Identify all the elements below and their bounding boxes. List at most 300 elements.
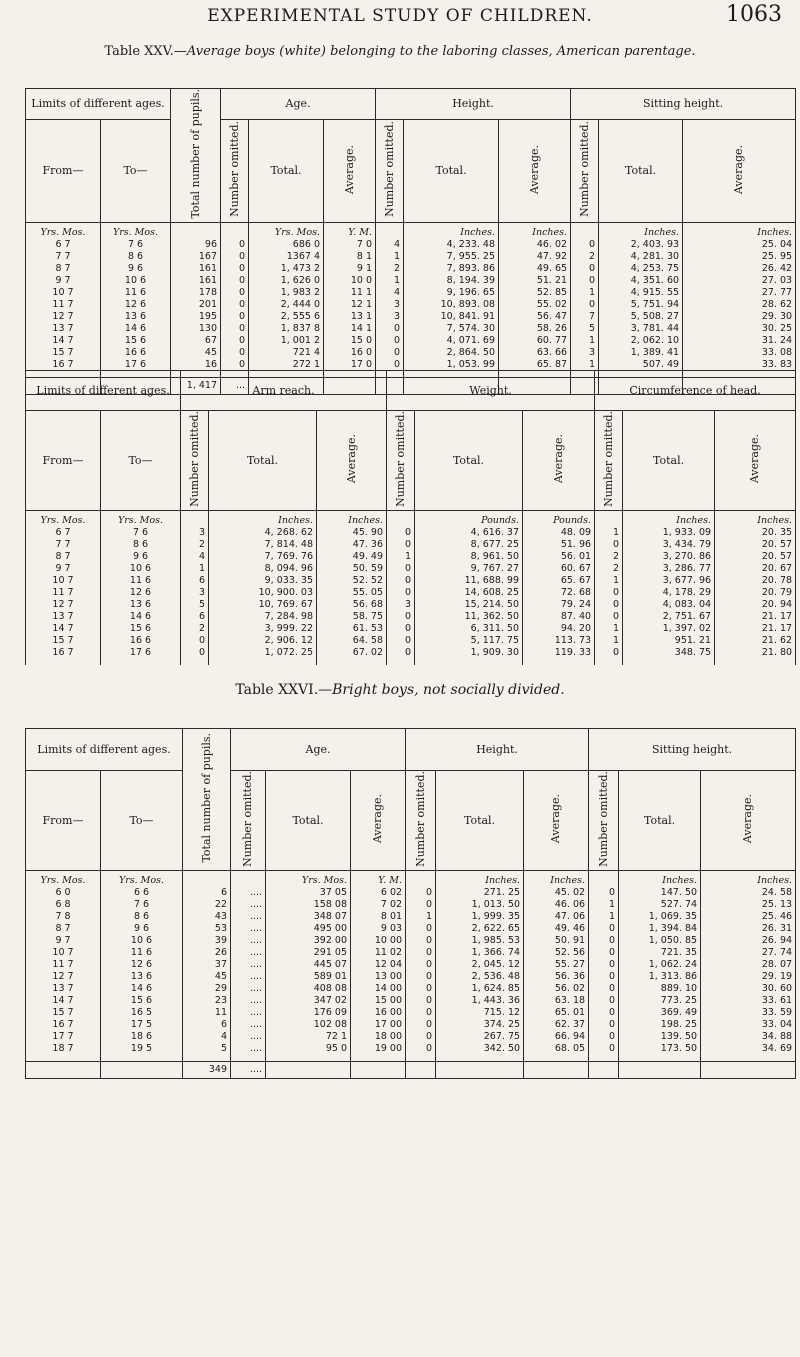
table-cell: 3, 781. 44: [599, 323, 683, 335]
table-cell: 28. 07: [701, 959, 796, 971]
table-cell: 30. 25: [683, 323, 796, 335]
table-cell: 12 1: [324, 299, 376, 311]
table-cell: 25. 46: [701, 911, 796, 923]
table-row: [26, 971, 796, 983]
limits-header: Limits of different ages.: [26, 729, 183, 771]
table-cell: 0: [221, 335, 249, 347]
table-cell: 5, 117. 75: [415, 635, 523, 647]
table-cell: 7 8: [26, 911, 101, 923]
sitting-total-header: Total.: [619, 771, 701, 871]
table-cell: 3, 270. 86: [623, 551, 715, 563]
table-cell: 2, 403. 93: [599, 239, 683, 251]
table-cell: 1, 909. 30: [415, 647, 523, 665]
table-cell: 889. 10: [619, 983, 701, 995]
table-cell: 14 7: [26, 995, 101, 1007]
table-cell: 0: [387, 563, 415, 575]
table-cell: 64. 58: [317, 635, 387, 647]
table-cell: 3: [181, 527, 209, 539]
table-cell: 16 7: [26, 359, 101, 378]
table-cell: 47. 06: [524, 911, 589, 923]
table-cell: [221, 222, 249, 239]
table-row: [26, 887, 796, 899]
arm-omitted-header: Number omitted.: [181, 411, 209, 511]
table-cell: 4, 351. 60: [599, 275, 683, 287]
table-cell: ....: [231, 1061, 266, 1078]
table-25-caption-text: —Average boys (white) belonging to the laboring classes, American parentage.: [173, 44, 696, 59]
table-cell: 15 0: [324, 335, 376, 347]
table-cell: 10 7: [26, 575, 101, 587]
table-cell: 10 0: [324, 275, 376, 287]
table-cell: 55. 05: [317, 587, 387, 599]
table-cell: 0: [595, 587, 623, 599]
table-cell: 11 6: [101, 575, 181, 587]
table-cell: 195: [171, 311, 221, 323]
table-cell: 0: [221, 299, 249, 311]
total-pupils-header: Total number of pupils.: [183, 729, 231, 871]
table-cell: 0: [376, 335, 404, 347]
table-row: [26, 995, 796, 1007]
table-cell: 2, 906. 12: [209, 635, 317, 647]
table-cell: 272 1: [249, 359, 324, 378]
table-cell: Inches.: [499, 222, 571, 239]
table-cell: ....: [231, 923, 266, 935]
table-cell: Yrs. Mos.: [26, 222, 101, 239]
table-cell: [406, 870, 436, 887]
table-cell: 10 6: [101, 935, 183, 947]
table-cell: [101, 1061, 183, 1078]
table-cell: 37: [183, 959, 231, 971]
table-cell: 1, 069. 35: [619, 911, 701, 923]
table-cell: 0: [589, 971, 619, 983]
table-cell: 0: [387, 587, 415, 599]
table-cell: 0: [589, 923, 619, 935]
table-cell: 17 7: [26, 1031, 101, 1043]
table-cell: 14 6: [101, 983, 183, 995]
table-cell: 951. 21: [623, 635, 715, 647]
table-cell: 102 08: [266, 1019, 351, 1031]
table-cell: 34. 88: [701, 1031, 796, 1043]
table-cell: 0: [221, 287, 249, 299]
table-cell: 14 1: [324, 323, 376, 335]
table-cell: 0: [221, 275, 249, 287]
table-cell: 65. 67: [523, 575, 595, 587]
table-cell: 7, 574. 30: [404, 323, 499, 335]
table-cell: 9, 033. 35: [209, 575, 317, 587]
table-25-caption-prefix: Table XXV.: [104, 44, 174, 59]
table-cell: 28. 62: [683, 299, 796, 311]
units-row: [26, 510, 796, 527]
table-cell: 13 7: [26, 323, 101, 335]
age-total-header: Total.: [249, 119, 324, 222]
table-cell: 2, 444 0: [249, 299, 324, 311]
table-cell: 4, 071. 69: [404, 335, 499, 347]
table-cell: 33. 83: [683, 359, 796, 378]
table-cell: ....: [231, 995, 266, 1007]
table-cell: 0: [221, 239, 249, 251]
table-cell: 9 03: [351, 923, 406, 935]
table-cell: 1, 999. 35: [436, 911, 524, 923]
table-cell: 10, 900. 03: [209, 587, 317, 599]
table-cell: 4: [376, 239, 404, 251]
table-row: [26, 587, 796, 599]
table-cell: 63. 66: [499, 347, 571, 359]
table-cell: 45: [171, 347, 221, 359]
table-cell: 271. 25: [436, 887, 524, 899]
table-cell: ....: [231, 911, 266, 923]
table-cell: 0: [387, 623, 415, 635]
table-cell: 26: [183, 947, 231, 959]
table-cell: 1: [181, 563, 209, 575]
table-row: [26, 239, 796, 251]
table-cell: Inches.: [701, 870, 796, 887]
table-cell: 79. 24: [523, 599, 595, 611]
table-cell: 3: [181, 587, 209, 599]
table-cell: 1: [571, 287, 599, 299]
table-cell: 0: [376, 323, 404, 335]
table-cell: 1, 366. 74: [436, 947, 524, 959]
table-cell: 0: [406, 1019, 436, 1031]
table-cell: 0: [406, 971, 436, 983]
table-cell: 48. 09: [523, 527, 595, 539]
table-cell: Inches.: [715, 510, 796, 527]
table-row: [26, 539, 796, 551]
table-cell: 21. 80: [715, 647, 796, 665]
table-cell: 5, 508. 27: [599, 311, 683, 323]
weight-header: Weight.: [387, 371, 595, 411]
table-cell: 0: [387, 611, 415, 623]
table-cell: 72. 68: [523, 587, 595, 599]
table-cell: 45. 90: [317, 527, 387, 539]
table-cell: 25. 04: [683, 239, 796, 251]
table-cell: 27. 03: [683, 275, 796, 287]
table-cell: 7 0: [324, 239, 376, 251]
table-row: [26, 551, 796, 563]
table-cell: 14 6: [101, 611, 181, 623]
table-cell: 20. 57: [715, 539, 796, 551]
table-cell: [619, 1061, 701, 1078]
table-cell: 1, 053. 99: [404, 359, 499, 378]
weight-total-header: Total.: [415, 411, 523, 511]
table-cell: 10 7: [26, 947, 101, 959]
table-row: [26, 599, 796, 611]
table-cell: 2, 062. 10: [599, 335, 683, 347]
units-row: [26, 870, 796, 887]
table-cell: ...: [221, 377, 249, 394]
table-cell: 56. 36: [524, 971, 589, 983]
to-header: To—: [101, 411, 181, 511]
table-cell: 8 7: [26, 551, 101, 563]
table-cell: 1, 001 2: [249, 335, 324, 347]
table-cell: 8, 677. 25: [415, 539, 523, 551]
table-cell: 0: [221, 323, 249, 335]
table-cell: 8 7: [26, 263, 101, 275]
table-cell: 20. 35: [715, 527, 796, 539]
table-cell: 1, 443. 36: [436, 995, 524, 1007]
table-cell: [26, 1061, 101, 1078]
table-cell: 773. 25: [619, 995, 701, 1007]
table-cell: 13 6: [101, 971, 183, 983]
table-cell: 16 6: [101, 635, 181, 647]
table-cell: 15 6: [101, 995, 183, 1007]
table-cell: 0: [406, 1043, 436, 1062]
table-cell: 20. 78: [715, 575, 796, 587]
table-cell: 348 07: [266, 911, 351, 923]
height-average-header: Average.: [524, 771, 589, 871]
table-cell: 20. 57: [715, 551, 796, 563]
table-cell: 1: [387, 551, 415, 563]
page-number: 1063: [726, 2, 782, 27]
table-cell: 1, 837 8: [249, 323, 324, 335]
table-cell: 12 04: [351, 959, 406, 971]
table-cell: [231, 870, 266, 887]
to-header: To—: [101, 771, 183, 871]
table-cell: 95 0: [266, 1043, 351, 1062]
table-cell: Inches.: [599, 222, 683, 239]
table-cell: 16 5: [101, 1007, 183, 1019]
weight-average-header: Average.: [523, 411, 595, 511]
to-header: To—: [101, 119, 171, 222]
table-cell: 18 7: [26, 1043, 101, 1062]
table-cell: [171, 222, 221, 239]
table-cell: 0: [387, 647, 415, 665]
table-cell: 34. 69: [701, 1043, 796, 1062]
table-cell: 10, 841. 91: [404, 311, 499, 323]
table-cell: 72 1: [266, 1031, 351, 1043]
table-cell: 3, 999. 22: [209, 623, 317, 635]
table-cell: 9 6: [101, 263, 171, 275]
arm-reach-header: Arm reach.: [181, 371, 387, 411]
table-cell: [571, 222, 599, 239]
table-cell: 47. 36: [317, 539, 387, 551]
table-cell: 24. 58: [701, 887, 796, 899]
table-25: [25, 88, 796, 395]
table-row: [26, 251, 796, 263]
table-cell: 8, 194. 39: [404, 275, 499, 287]
table-cell: 0: [406, 1031, 436, 1043]
age-omitted-header: Number omitted.: [221, 119, 249, 222]
head-total-header: Total.: [623, 411, 715, 511]
table-cell: 2, 622. 65: [436, 923, 524, 935]
table-cell: ....: [231, 887, 266, 899]
table-cell: 52. 52: [317, 575, 387, 587]
table-cell: 0: [406, 899, 436, 911]
table-cell: 9, 196. 65: [404, 287, 499, 299]
table-cell: 15 6: [101, 335, 171, 347]
table-cell: 1, 933. 09: [623, 527, 715, 539]
table-cell: 15 7: [26, 1007, 101, 1019]
table-cell: 56. 47: [499, 311, 571, 323]
table-cell: 1: [376, 251, 404, 263]
units-row: [26, 222, 796, 239]
head-circumference-header: Circumference of head.: [595, 371, 796, 411]
table-cell: 9 1: [324, 263, 376, 275]
sitting-omitted-header: Number omitted.: [571, 119, 599, 222]
table-cell: 348. 75: [623, 647, 715, 665]
table-cell: 51. 21: [499, 275, 571, 287]
table-cell: [589, 1061, 619, 1078]
table-cell: 0: [406, 887, 436, 899]
table-cell: 1, 473 2: [249, 263, 324, 275]
table-cell: 7 6: [101, 239, 171, 251]
table-cell: 369. 49: [619, 1007, 701, 1019]
table-cell: 0: [221, 359, 249, 378]
table-cell: 65. 01: [524, 1007, 589, 1019]
table-cell: 3: [376, 311, 404, 323]
weight-omitted-header: Number omitted.: [387, 411, 415, 511]
table-cell: 10 00: [351, 935, 406, 947]
table-cell: 53: [183, 923, 231, 935]
table-cell: 4, 178. 29: [623, 587, 715, 599]
table-cell: 1, 983 2: [249, 287, 324, 299]
table-cell: 46. 02: [499, 239, 571, 251]
table-cell: 33. 61: [701, 995, 796, 1007]
table-cell: 0: [406, 983, 436, 995]
table-cell: 686 0: [249, 239, 324, 251]
table-cell: 6 0: [26, 887, 101, 899]
table-row: [26, 935, 796, 947]
age-total-header: Total.: [266, 771, 351, 871]
table-row: [26, 347, 796, 359]
table-cell: 16 7: [26, 647, 101, 665]
table-cell: 2: [595, 551, 623, 563]
table-cell: [387, 510, 415, 527]
age-header: Age.: [221, 89, 376, 120]
table-cell: 176 09: [266, 1007, 351, 1019]
table-cell: 201: [171, 299, 221, 311]
table-cell: Yrs. Mos.: [101, 510, 181, 527]
table-cell: 178: [171, 287, 221, 299]
table-cell: 7, 893. 86: [404, 263, 499, 275]
table-cell: 7, 814. 48: [209, 539, 317, 551]
table-cell: Y. M.: [324, 222, 376, 239]
table-cell: 0: [387, 635, 415, 647]
table-cell: 14 00: [351, 983, 406, 995]
table-cell: 16 0: [324, 347, 376, 359]
table-cell: 0: [589, 887, 619, 899]
table-cell: 10 7: [26, 287, 101, 299]
table-row: [26, 647, 796, 665]
table-cell: 0: [406, 923, 436, 935]
table-cell: 47. 92: [499, 251, 571, 263]
table-cell: 15 7: [26, 635, 101, 647]
table-cell: 12 7: [26, 971, 101, 983]
table-cell: 0: [406, 947, 436, 959]
table-cell: 445 07: [266, 959, 351, 971]
table-cell: 22: [183, 899, 231, 911]
table-cell: Yrs. Mos.: [266, 870, 351, 887]
table-cell: 7 6: [101, 527, 181, 539]
table-cell: 7 7: [26, 539, 101, 551]
table-cell: 3: [571, 347, 599, 359]
table-cell: 1: [589, 899, 619, 911]
table-cell: Yrs. Mos.: [249, 222, 324, 239]
table-cell: 4, 616. 37: [415, 527, 523, 539]
table-cell: 0: [589, 995, 619, 1007]
table-cell: Inches.: [209, 510, 317, 527]
table-cell: 12 6: [101, 299, 171, 311]
table-cell: 11: [183, 1007, 231, 1019]
table-row: [26, 275, 796, 287]
table-cell: 49. 46: [524, 923, 589, 935]
table-cell: 65. 87: [499, 359, 571, 378]
table-cell: 5: [181, 599, 209, 611]
table-cell: 11 6: [101, 947, 183, 959]
table-cell: 7, 769. 76: [209, 551, 317, 563]
table-cell: 9 7: [26, 275, 101, 287]
age-average-header: Average.: [324, 119, 376, 222]
table-row: [26, 983, 796, 995]
table-cell: 55. 02: [499, 299, 571, 311]
table-cell: 1, 013. 50: [436, 899, 524, 911]
sitting-omitted-header: Number omitted.: [589, 771, 619, 871]
table-cell: 1, 985. 53: [436, 935, 524, 947]
limits-header: Limits of different ages.: [26, 371, 181, 411]
table-cell: 10, 893. 08: [404, 299, 499, 311]
table-cell: 0: [221, 311, 249, 323]
table-cell: 0: [387, 527, 415, 539]
head-average-header: Average.: [715, 411, 796, 511]
table-cell: 8 01: [351, 911, 406, 923]
table-cell: 11, 362. 50: [415, 611, 523, 623]
table-cell: 5: [571, 323, 599, 335]
table-cell: 0: [571, 275, 599, 287]
table-cell: ....: [231, 1031, 266, 1043]
table-cell: 26. 31: [701, 923, 796, 935]
table-cell: Yrs. Mos.: [101, 870, 183, 887]
table-cell: 7 02: [351, 899, 406, 911]
table-cell: ....: [231, 947, 266, 959]
table-cell: 0: [589, 1007, 619, 1019]
table-cell: 33. 59: [701, 1007, 796, 1019]
table-cell: 4, 281. 30: [599, 251, 683, 263]
table-row: [26, 899, 796, 911]
table-cell: 0: [589, 947, 619, 959]
table-cell: 56. 68: [317, 599, 387, 611]
table-cell: [266, 1061, 351, 1078]
table-cell: 7 6: [101, 899, 183, 911]
table-cell: 9 7: [26, 563, 101, 575]
table-cell: 1: [376, 275, 404, 287]
table-cell: 291 05: [266, 947, 351, 959]
table-cell: 0: [589, 935, 619, 947]
table-cell: [181, 510, 209, 527]
table-cell: 8 7: [26, 923, 101, 935]
table-cell: 29. 19: [701, 971, 796, 983]
table-cell: 1: [595, 635, 623, 647]
table-cell: 0: [406, 935, 436, 947]
table-cell: 13 7: [26, 983, 101, 995]
table-cell: Yrs. Mos.: [26, 870, 101, 887]
table-cell: 6 02: [351, 887, 406, 899]
table-cell: Pounds.: [415, 510, 523, 527]
table-cell: 1, 050. 85: [619, 935, 701, 947]
table-cell: 27. 74: [701, 947, 796, 959]
table-cell: 8, 094. 96: [209, 563, 317, 575]
table-cell: 18 6: [101, 1031, 183, 1043]
table-cell: 27. 77: [683, 287, 796, 299]
table-cell: 14 7: [26, 623, 101, 635]
table-cell: 1: [589, 911, 619, 923]
sitting-height-header: Sitting height.: [571, 89, 796, 120]
table-cell: Yrs. Mos.: [26, 510, 101, 527]
table-cell: 11 1: [324, 287, 376, 299]
table-cell: 29. 30: [683, 311, 796, 323]
table-cell: 16 6: [101, 347, 171, 359]
table-cell: 507. 49: [599, 359, 683, 378]
table-cell: ....: [231, 983, 266, 995]
table-cell: 0: [376, 347, 404, 359]
table-cell: 15, 214. 50: [415, 599, 523, 611]
